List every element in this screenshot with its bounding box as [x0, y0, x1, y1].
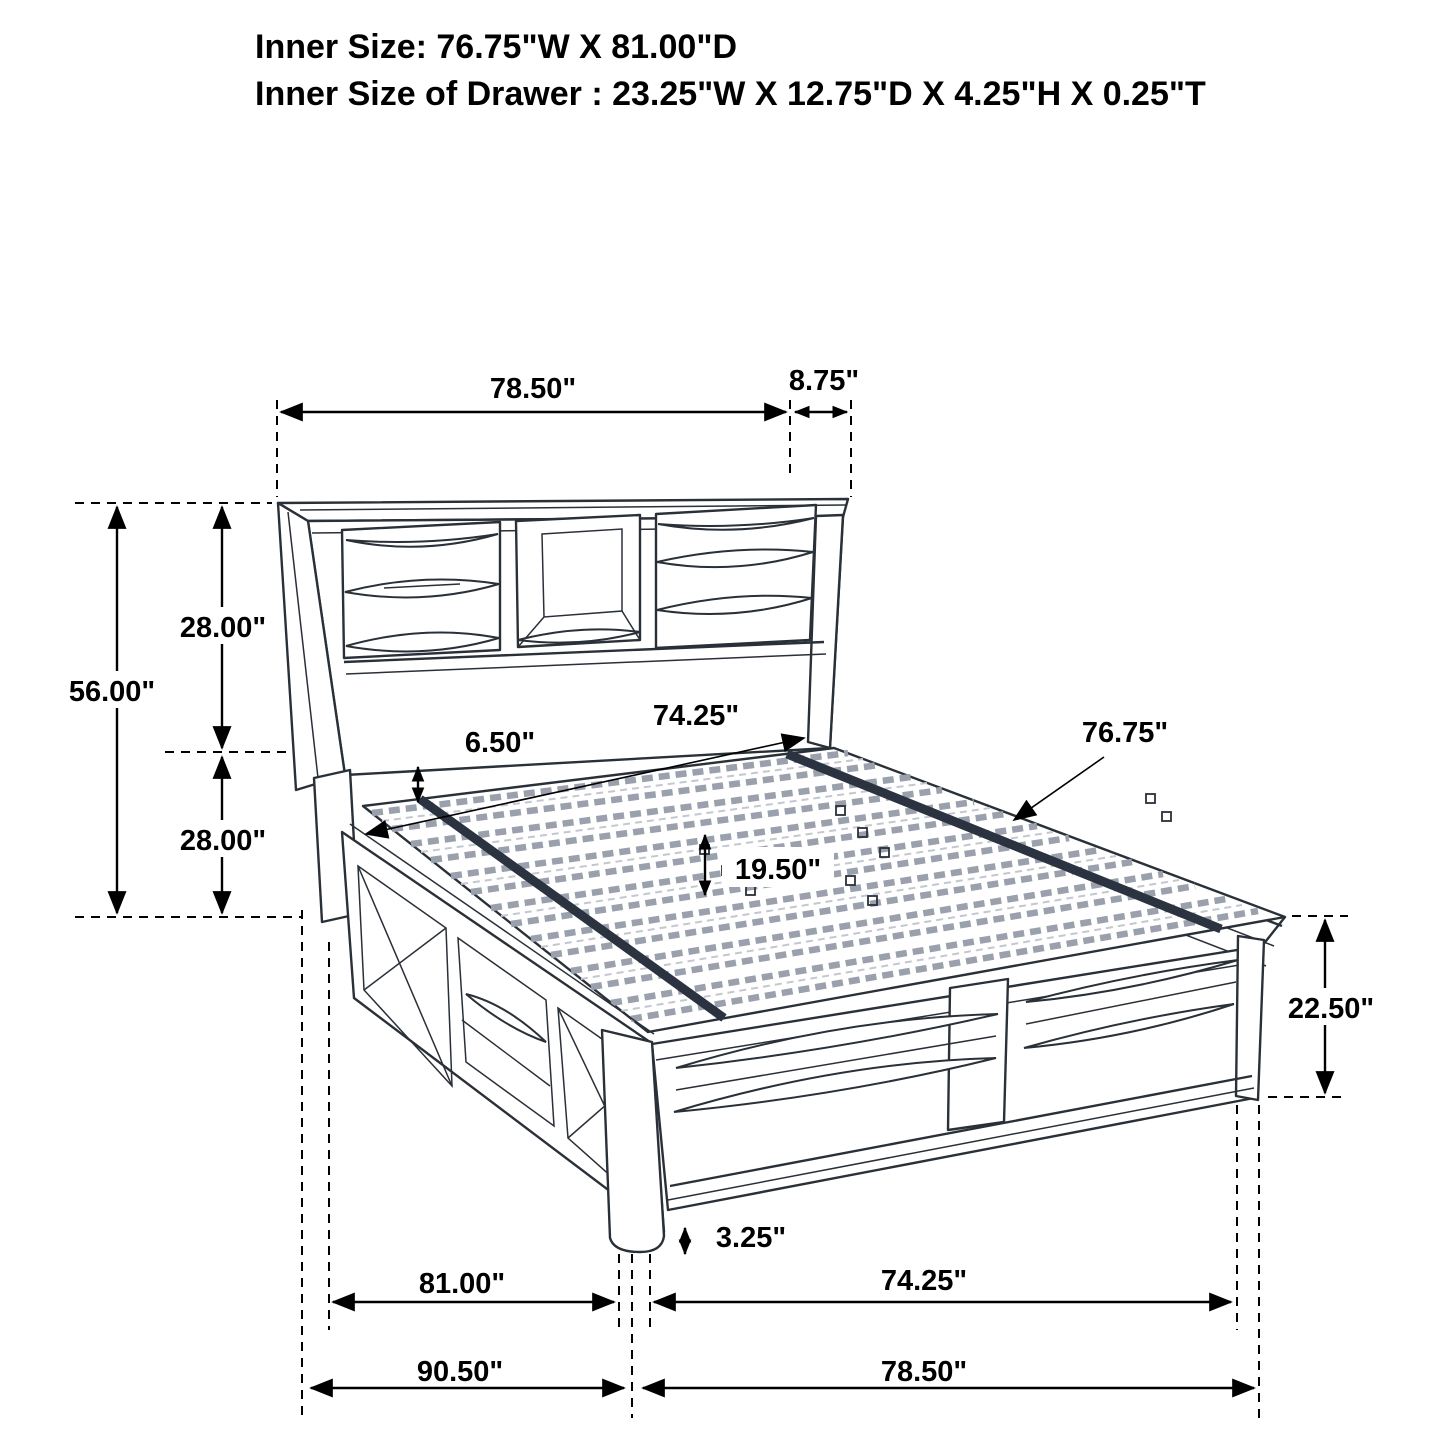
footboard-center-stile: [948, 979, 1008, 1130]
dim-footboard-width: [643, 1356, 1254, 1388]
headboard-shelf-center: [516, 515, 640, 647]
dim-label-headboard-inner-width: 74.25": [652, 700, 740, 732]
dim-overall-width-top: [277, 373, 851, 497]
inner-drawer-size-text: Inner Size of Drawer : 23.25"W X 12.75"D X 4.25"H X 0.25"T: [255, 75, 1206, 113]
dim-label-headboard-height: 56.00": [68, 676, 156, 708]
dim-label-headboard-depth: 8.75": [788, 365, 860, 397]
inner-size-text: Inner Size: 76.75"W X 81.00"D: [255, 28, 737, 66]
dim-hutch-height: [171, 507, 275, 748]
dim-label-inner-length: 81.00": [418, 1268, 506, 1300]
dim-label-overall-width-top: 78.50": [489, 373, 577, 405]
dim-label-slat-area-width: 76.75": [1081, 717, 1169, 749]
dim-label-leg-height: 3.25": [715, 1222, 787, 1254]
dim-footboard-height: [1268, 916, 1384, 1097]
headboard-shelf-right: [656, 505, 816, 648]
dim-label-lower-panel-height: 28.00": [179, 825, 267, 857]
dim-inner-length: [333, 1268, 614, 1302]
dim-headboard-depth: [789, 365, 859, 412]
dim-overall-length: [311, 1356, 624, 1388]
dim-label-footboard-inner-width: 74.25": [880, 1265, 968, 1297]
dim-footboard-inner-width: [654, 1265, 1231, 1302]
dim-leg-height: [685, 1222, 786, 1254]
dim-lower-panel-height: [171, 757, 275, 913]
dim-label-deck-height: 19.50": [734, 854, 822, 886]
title-block: [255, 28, 1206, 113]
dim-label-footboard-height: 22.50": [1287, 993, 1375, 1025]
headboard-shelf-left: [342, 522, 500, 658]
dim-label-footboard-width: 78.50": [880, 1356, 968, 1388]
dim-label-overall-length: 90.50": [416, 1356, 504, 1388]
dim-label-deck-gap: 6.50": [464, 727, 536, 759]
dim-label-hutch-height: 28.00": [179, 612, 267, 644]
